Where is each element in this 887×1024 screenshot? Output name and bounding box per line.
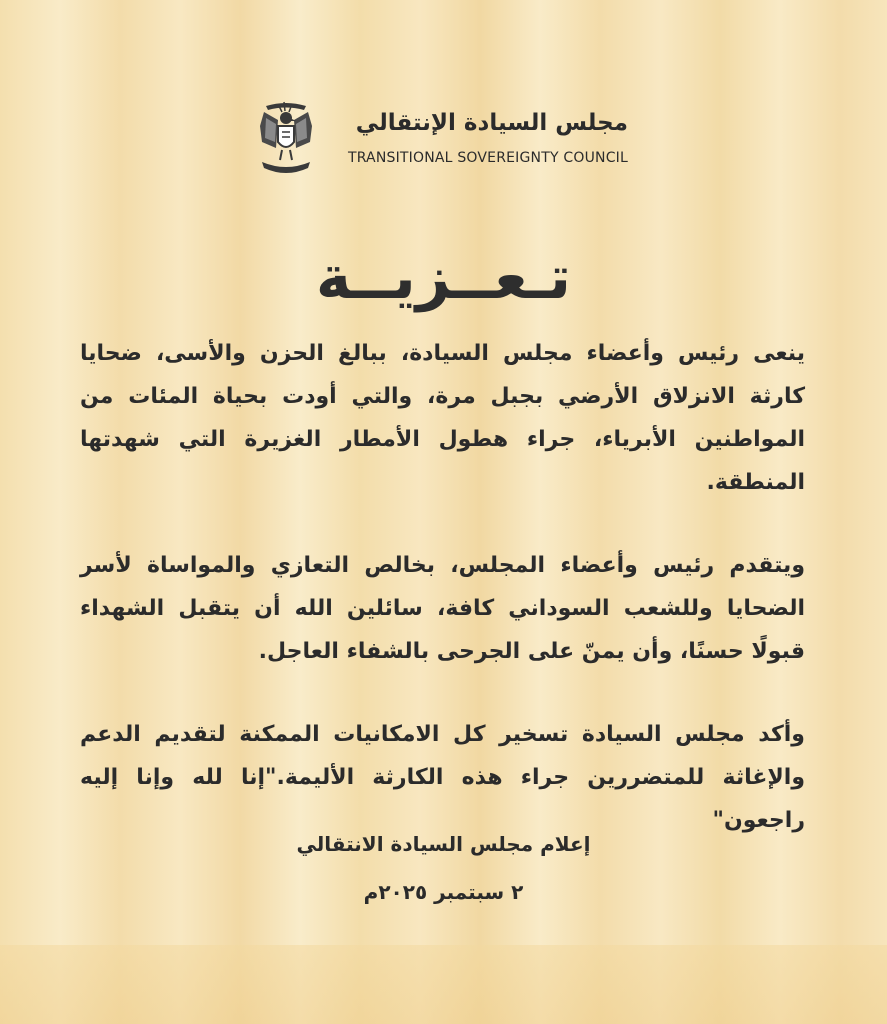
council-name-arabic: مجلس السيادة الإنتقالي (355, 110, 628, 136)
letterhead (250, 98, 640, 184)
date: ٢ سبتمبر ٢٠٢٥م (363, 880, 524, 904)
paragraph-2: ويتقدم رئيس وأعضاء المجلس، بخالص التعازي والمواساة لأسر الضحايا وللشعب السوداني كافة، سائلين الله أن يتقبل الشهداء قبولًا حسنًا، وأن يمنّ على الجرحى بالشفاء العاجل. (80, 553, 805, 664)
paragraph-3: وأكد مجلس السيادة تسخير كل الامكانيات الممكنة لتقديم الدعم والإغاثة للمتضررين جراء هذه الكارثة الأليمة."إنا لله وإنا إليه راجعون" (80, 722, 805, 833)
page-title: تـعــزيــة (315, 243, 572, 313)
council-name-english: TRANSITIONAL SOVEREIGNTY COUNCIL (347, 150, 628, 166)
bottom-band (0, 945, 887, 1024)
signature: إعلام مجلس السيادة الانتقالي (296, 832, 591, 856)
sudan-emblem-icon (256, 98, 316, 178)
paragraph-1: ينعى رئيس وأعضاء مجلس السيادة، ببالغ الحزن والأسى، ضحايا كارثة الانزلاق الأرضي بجبل مرة، والتي أودت بحياة المئات من المواطنين الأبرياء، جراء هطول الأمطار الغزيرة التي شهدتها المنطقة. (80, 341, 805, 495)
condolence-body (80, 332, 805, 882)
